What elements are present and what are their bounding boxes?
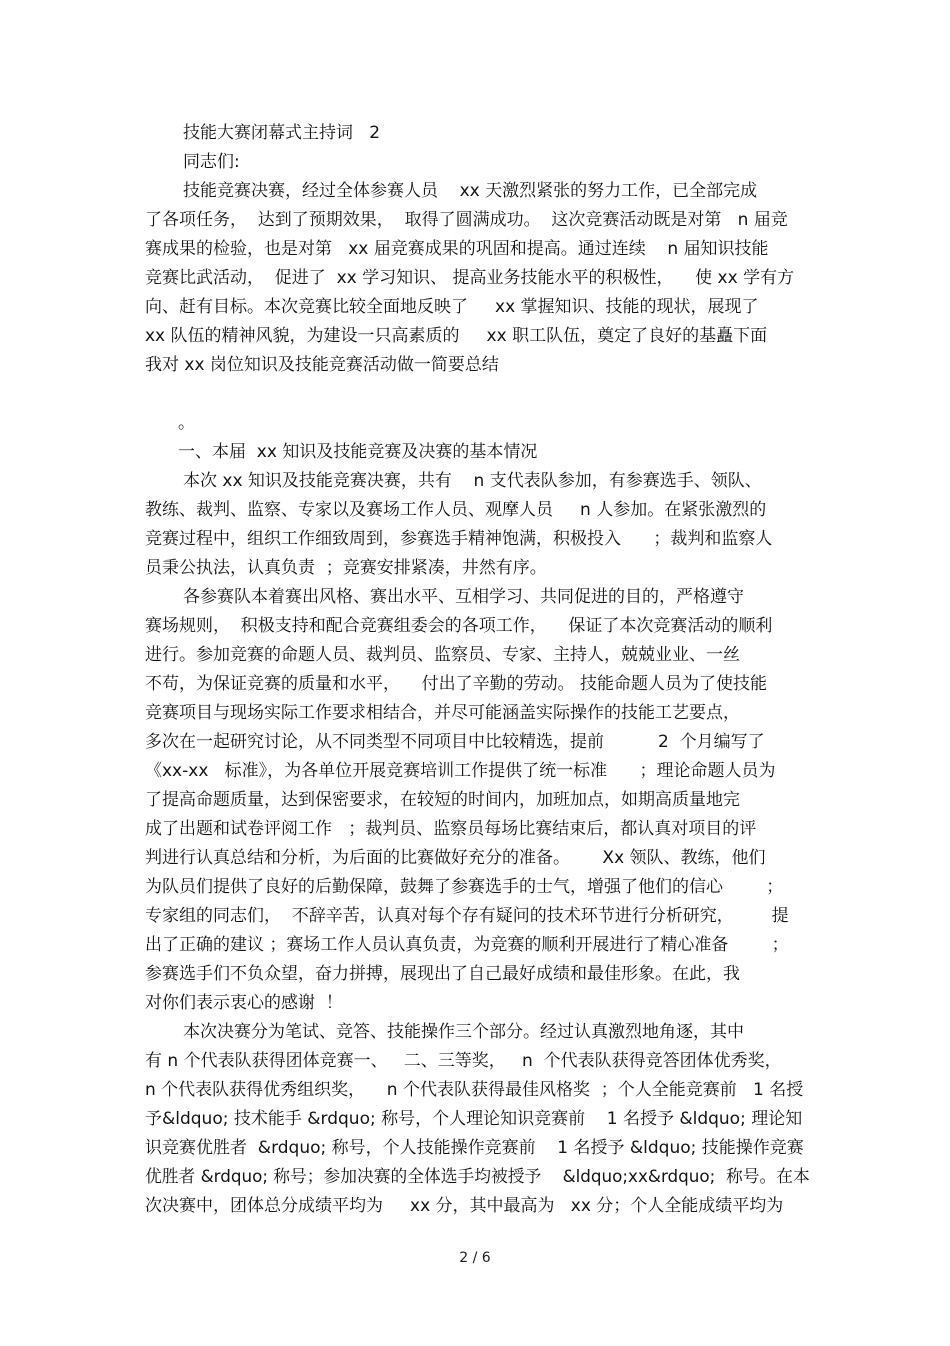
- document-title: 技能大赛闭幕式主持词 2: [183, 123, 381, 143]
- text-line: 判进行认真总结和分析，为后面的比赛做好充分的准备。 Xx 领队、教练，他们: [145, 848, 766, 868]
- text-line: 赛场规则， 积极支持和配合竞赛组委会的各项工作， 保证了本次竞赛活动的顺利: [145, 616, 773, 636]
- text-line: 有 n 个代表队获得团体竞赛一、 二、三等奖， n 个代表队获得竞答团体优秀奖，: [145, 1051, 782, 1071]
- text-line: 专家组的同志们， 不辞辛苦，认真对每个存有疑问的技术环节进行分析研究， 提: [145, 906, 789, 926]
- text-line: 了提高命题质量，达到保密要求，在较短的时间内，加班加点，如期高质量地完: [145, 790, 740, 810]
- text-line: 。: [178, 413, 195, 433]
- text-line: 我对 xx 岗位知识及技能竞赛活动做一简要总结: [145, 355, 499, 375]
- text-line: 同志们:: [183, 152, 240, 172]
- text-line: 识竞赛优胜者 &rdquo; 称号，个人技能操作竞赛前 1 名授予 &ldquo; 技能操作竞赛: [145, 1138, 804, 1158]
- text-line: 对你们表示衷心的感谢 ！: [145, 993, 343, 1013]
- section-heading: 一、本届 xx 知识及技能竞赛及决赛的基本情况: [178, 442, 538, 462]
- text-line: 赛成果的检验，也是对第 xx 届竞赛成果的巩固和提高。通过连续 n 届知识技能: [145, 239, 769, 259]
- text-line: 优胜者 &rdquo; 称号；参加决赛的全体选手均被授予 &ldquo;xx&rdquo; 称号。在本: [145, 1167, 810, 1187]
- text-line: 多次在一起研究讨论，从不同类型不同项目中比较精选，提前 2 个月编写了: [145, 732, 765, 752]
- text-line: 竞赛比武活动， 促进了 xx 学习知识、 提高业务技能水平的积极性， 使 xx 学有方: [145, 268, 795, 288]
- page-number: 2 / 6: [459, 1250, 491, 1266]
- text-line: n 个代表队获得优秀组织奖， n 个代表队获得最佳风格奖 ；个人全能竞赛前 1 名授: [145, 1080, 804, 1100]
- text-line: 各参赛队本着赛出风格、赛出水平、互相学习、共同促进的目的，严格遵守: [183, 587, 744, 607]
- text-line: 《xx-xx 标准》，为各单位开展竞赛培训工作提供了统一标准 ；理论命题人员为: [145, 761, 776, 781]
- text-line: 了各项任务， 达到了预期效果， 取得了圆满成功。 这次竞赛活动既是对第 n 届竞: [145, 210, 788, 230]
- text-line: 不苟，为保证竞赛的质量和水平， 付出了辛勤的劳动。 技能命题人员为了使技能: [145, 674, 768, 694]
- text-line: xx 队伍的精神风貌，为建设一只高素质的 xx 职工队伍，奠定了良好的基矗下面: [145, 326, 768, 346]
- text-line: 予&ldquo; 技术能手 &rdquo; 称号，个人理论知识竞赛前 1 名授予 &ldquo; 理论知: [145, 1109, 803, 1129]
- text-line: 员秉公执法，认真负责 ；竞赛安排紧凑，井然有序。: [145, 558, 547, 578]
- text-line: 本次决赛分为笔试、竞答、技能操作三个部分。经过认真激烈地角逐，其中: [183, 1022, 744, 1042]
- text-line: 参赛选手们不负众望，奋力拼搏，展现出了自己最好成绩和最佳形象。在此，我: [145, 964, 740, 984]
- text-line: 进行。参加竞赛的命题人员、裁判员、监察员、专家、主持人，兢兢业业、一丝: [145, 645, 740, 665]
- text-line: 竞赛项目与现场实际工作要求相结合，并尽可能涵盖实际操作的技能工艺要点，: [145, 703, 740, 723]
- text-line: 出了正确的建议 ；赛场工作人员认真负责，为竞赛的顺利开展进行了精心准备 ；: [145, 935, 789, 955]
- text-line: 教练、裁判、监察、专家以及赛场工作人员、观摩人员 n 人参加。在紧张激烈的: [145, 500, 767, 520]
- text-line: 成了出题和试卷评阅工作 ；裁判员、监察员每场比赛结束后，都认真对项目的评: [145, 819, 757, 839]
- text-line: 为队员们提供了良好的后勤保障，鼓舞了参赛选手的士气，增强了他们的信心 ；: [145, 877, 784, 897]
- text-line: 次决赛中，团体总分成绩平均为 xx 分，其中最高为 xx 分；个人全能成绩平均为: [145, 1196, 784, 1216]
- text-line: 本次 xx 知识及技能竞赛决赛，共有 n 支代表队参加，有参赛选手、领队、: [183, 471, 762, 491]
- text-line: 技能竞赛决赛，经过全体参赛人员 xx 天激烈紧张的努力工作，已全部完成: [183, 181, 758, 201]
- text-line: 竞赛过程中，组织工作细致周到，参赛选手精神饱满，积极投入 ；裁判和监察人: [145, 529, 773, 549]
- text-line: 向、赶有目标。本次竞赛比较全面地反映了 xx 掌握知识、技能的现状，展现了: [145, 297, 759, 317]
